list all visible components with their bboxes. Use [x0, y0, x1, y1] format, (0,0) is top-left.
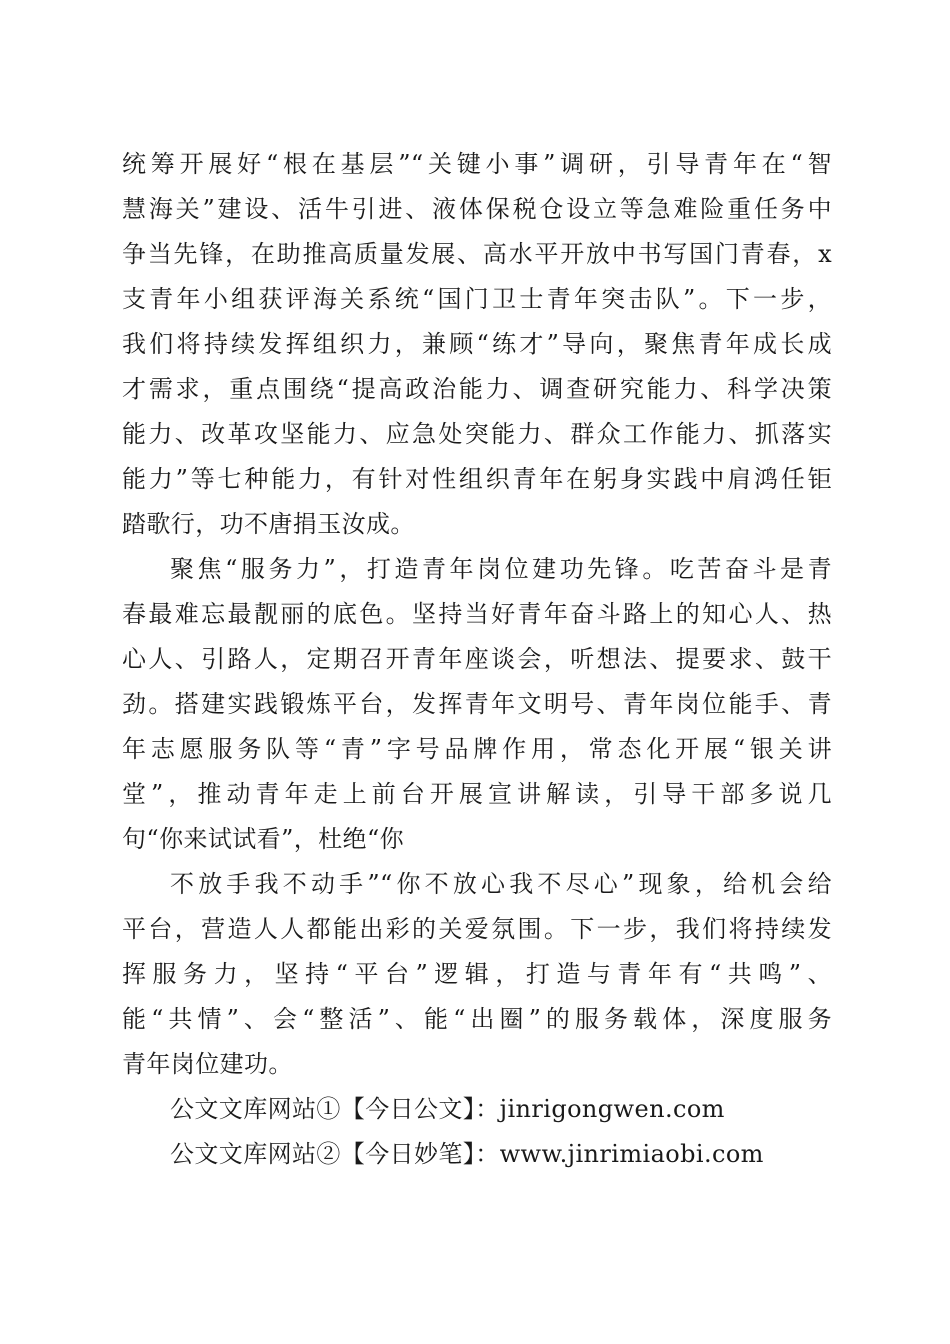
paragraph-first-line: 聚焦“服务力”，打造青年岗位建功先锋。吃苦奋斗是青 — [170, 555, 832, 583]
paragraph-line: 心人、引路人，定期召开青年座谈会，听想法、提要求、鼓干 — [122, 645, 832, 673]
paragraph-line: 平台，营造人人都能出彩的关爱氛围。下一步，我们将持续发 — [122, 915, 832, 943]
paragraph-line: 挥服务力，坚持“平台”逻辑，打造与青年有“共鸣”、 — [122, 960, 832, 988]
paragraph-line: 句“你来试试看”，杜绝“你 — [122, 825, 405, 853]
paragraph-line: 青年岗位建功。 — [122, 1050, 293, 1078]
paragraph-line: 统筹开展好“根在基层”“关键小事”调研，引导青年在“智 — [122, 150, 832, 178]
paragraph-first-line: 不放手我不动手”“你不放心我不尽心”现象，给机会给 — [170, 870, 832, 898]
paragraph-line: 能力”等七种能力，有针对性组织青年在躬身实践中肩鸿任钜 — [122, 465, 832, 493]
paragraph-line: 我们将持续发挥组织力，兼顾“练才”导向，聚焦青年成长成 — [122, 330, 832, 358]
website-line-2: 公文文库网站②【今日妙笔】：www.jinrimiaobi.com — [170, 1140, 764, 1168]
paragraph-line: 能力、改革攻坚能力、应急处突能力、群众工作能力、抓落实 — [122, 420, 832, 448]
paragraph-line: 劲。搭建实践锻炼平台，发挥青年文明号、青年岗位能手、青 — [122, 690, 832, 718]
paragraph-line: 踏歌行，功不唐捐玉汝成。 — [122, 510, 415, 538]
paragraph-line: 才需求，重点围绕“提高政治能力、调查研究能力、科学决策 — [122, 375, 832, 403]
paragraph-line: 年志愿服务队等“青”字号品牌作用，常态化开展“银关讲 — [122, 735, 832, 763]
paragraph-line: 争当先锋，在助推高质量发展、高水平开放中书写国门青春，x — [122, 240, 832, 268]
paragraph-line: 堂”，推动青年走上前台开展宣讲解读，引导干部多说几 — [122, 780, 832, 808]
paragraph-line: 支青年小组获评海关系统“国门卫士青年突击队”。下一步， — [122, 285, 832, 313]
paragraph-line: 能“共情”、会“整活”、能“出圈”的服务载体，深度服务 — [122, 1005, 832, 1033]
paragraph-line: 春最难忘最靓丽的底色。坚持当好青年奋斗路上的知心人、热 — [122, 600, 832, 628]
website-line-1: 公文文库网站①【今日公文】：jinrigongwen.com — [170, 1095, 725, 1123]
paragraph-line: 慧海关”建设、活牛引进、液体保税仓设立等急难险重任务中 — [122, 195, 832, 223]
